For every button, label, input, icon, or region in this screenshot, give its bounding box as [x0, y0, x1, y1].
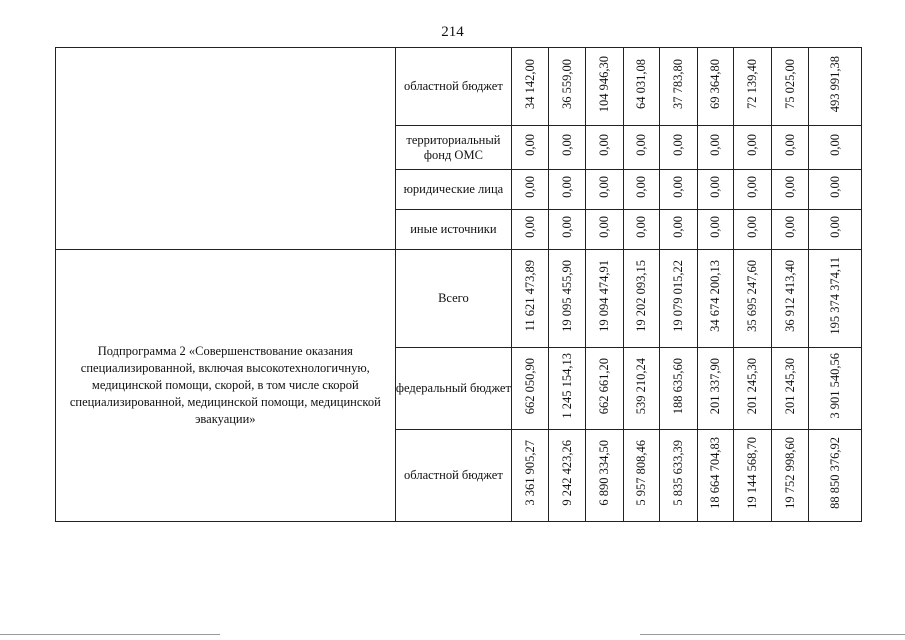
value-cell: 0,00 — [771, 126, 809, 170]
value-cell: 0,00 — [734, 210, 772, 250]
funding-source-label: территориальный фонд ОМС — [395, 126, 512, 170]
value-cell: 0,00 — [697, 210, 733, 250]
value-cell: 75 025,00 — [771, 48, 809, 126]
value-cell: 0,00 — [586, 210, 624, 250]
value-cell: 201 337,90 — [697, 348, 733, 430]
funding-source-label: иные источники — [395, 210, 512, 250]
value-cell: 104 946,30 — [586, 48, 624, 126]
total-value-cell: 493 991,38 — [809, 48, 862, 126]
value-cell: 37 783,80 — [660, 48, 698, 126]
value-cell: 19 095 455,90 — [548, 250, 586, 348]
value-cell: 19 752 998,60 — [771, 430, 809, 522]
total-value-cell: 0,00 — [809, 170, 862, 210]
value-cell: 3 361 905,27 — [512, 430, 548, 522]
total-value-cell: 0,00 — [809, 126, 862, 170]
value-cell: 36 559,00 — [548, 48, 586, 126]
value-cell: 0,00 — [660, 126, 698, 170]
value-cell: 0,00 — [623, 126, 659, 170]
value-cell: 0,00 — [734, 170, 772, 210]
value-cell: 0,00 — [586, 126, 624, 170]
value-cell: 0,00 — [623, 170, 659, 210]
value-cell: 35 695 247,60 — [734, 250, 772, 348]
value-cell: 201 245,30 — [771, 348, 809, 430]
value-cell: 19 079 015,22 — [660, 250, 698, 348]
value-cell: 0,00 — [771, 210, 809, 250]
value-cell: 0,00 — [548, 210, 586, 250]
value-cell: 201 245,30 — [734, 348, 772, 430]
value-cell: 188 635,60 — [660, 348, 698, 430]
scan-artifact-line — [640, 634, 905, 635]
value-cell: 0,00 — [512, 170, 548, 210]
table-row — [56, 48, 862, 126]
value-cell: 0,00 — [512, 126, 548, 170]
total-value-cell: 195 374 374,11 — [809, 250, 862, 348]
total-value-cell: 3 901 540,56 — [809, 348, 862, 430]
program-title-cell — [56, 250, 396, 522]
value-cell: 72 139,40 — [734, 48, 772, 126]
value-cell: 662 661,20 — [586, 348, 624, 430]
value-cell: 18 664 704,83 — [697, 430, 733, 522]
scan-artifact-line — [0, 634, 220, 635]
value-cell: 0,00 — [697, 170, 733, 210]
table-row — [56, 250, 862, 348]
funding-table — [55, 47, 862, 522]
value-cell: 5 957 808,46 — [623, 430, 659, 522]
funding-source-label: Всего — [395, 250, 512, 348]
value-cell: 9 242 423,26 — [548, 430, 586, 522]
value-cell: 0,00 — [548, 126, 586, 170]
value-cell: 0,00 — [771, 170, 809, 210]
value-cell: 19 202 093,15 — [623, 250, 659, 348]
value-cell: 34 142,00 — [512, 48, 548, 126]
value-cell: 64 031,08 — [623, 48, 659, 126]
value-cell: 19 144 568,70 — [734, 430, 772, 522]
total-value-cell: 0,00 — [809, 210, 862, 250]
value-cell: 0,00 — [697, 126, 733, 170]
value-cell: 0,00 — [512, 210, 548, 250]
page-number: 214 — [441, 24, 464, 40]
value-cell: 34 674 200,13 — [697, 250, 733, 348]
value-cell: 539 210,24 — [623, 348, 659, 430]
program-cell-empty — [56, 48, 396, 250]
value-cell: 69 364,80 — [697, 48, 733, 126]
value-cell: 0,00 — [734, 126, 772, 170]
value-cell: 19 094 474,91 — [586, 250, 624, 348]
value-cell: 36 912 413,40 — [771, 250, 809, 348]
funding-source-label: юридические лица — [395, 170, 512, 210]
value-cell: 0,00 — [660, 210, 698, 250]
value-cell: 662 050,90 — [512, 348, 548, 430]
value-cell: 0,00 — [623, 210, 659, 250]
total-value-cell: 88 850 376,92 — [809, 430, 862, 522]
value-cell: 0,00 — [548, 170, 586, 210]
value-cell: 6 890 334,50 — [586, 430, 624, 522]
value-cell: 1 245 154,13 — [548, 348, 586, 430]
funding-source-label: областной бюджет — [395, 48, 512, 126]
subprogram-title: Подпрограмма 2 «Совершенствование оказания специализированной, включая высокотехнологичную, медицинской помощи, скорой, в том числе скорой специализированной, медицинской помощи, медицинской эвакуации» — [69, 344, 381, 426]
value-cell: 5 835 633,39 — [660, 430, 698, 522]
funding-source-label: федеральный бюджет — [395, 348, 512, 430]
value-cell: 0,00 — [660, 170, 698, 210]
funding-source-label: областной бюджет — [395, 430, 512, 522]
value-cell: 11 621 473,89 — [512, 250, 548, 348]
value-cell: 0,00 — [586, 170, 624, 210]
